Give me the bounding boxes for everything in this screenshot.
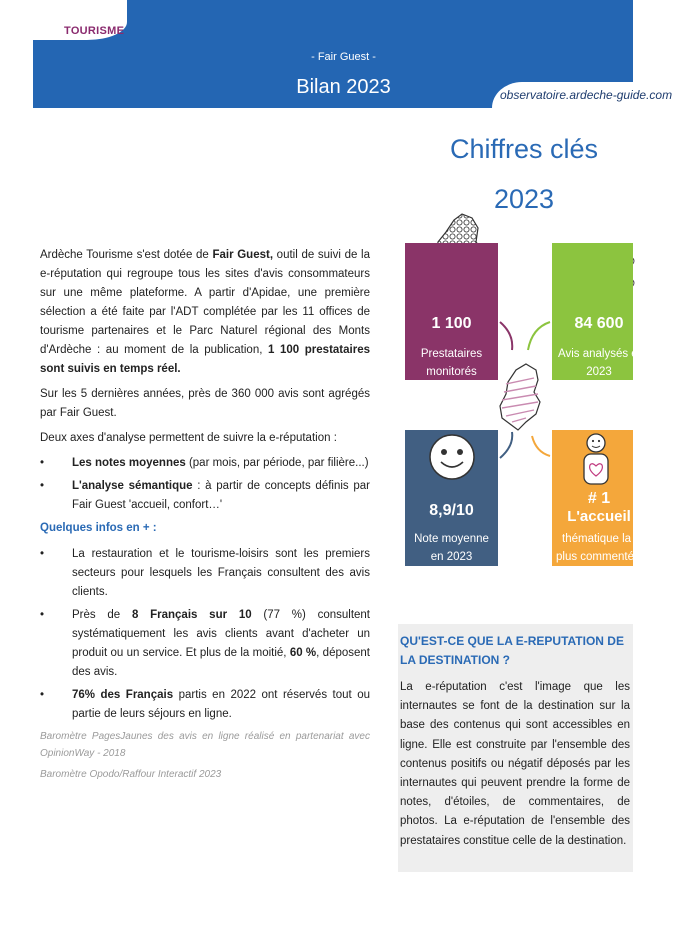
- stat-value: L'accueil: [567, 508, 631, 525]
- website-link[interactable]: observatoire.ardeche-guide.com: [500, 88, 673, 102]
- curved-arrow-icon: [498, 320, 554, 460]
- info-bold: 60 %: [289, 647, 317, 659]
- info-text: , déposent des avis.: [72, 647, 370, 678]
- info-text: (77 %) consultent systématiquement les avis clients avant d'acheter un produit ou un service. Et plus de la moitié,: [72, 609, 370, 659]
- key-figures-year: 2023: [493, 184, 555, 214]
- intro-text-2: outil de suivi de la e-réputation qui regroupe tous les sites d'avis consommateurs sur une même plateforme. A partir d'Apidae, une première sélection a été faite par l'ADT complétée par les 11 offices de tourisme partenaires et le Parc Naturel régional des Monts d'Ardèche : au moment de la publication,: [40, 249, 370, 356]
- info-text: partis en 2022 ont réservés tout ou partie de leurs séjours en ligne.: [72, 689, 370, 720]
- stat-label: thématique la: [562, 533, 632, 545]
- body-column: [40, 246, 370, 787]
- info-text: La restauration et le tourisme-loisirs sont les premiers secteurs pour lesquels les Français consultent des avis clients.: [72, 548, 370, 598]
- stat-label: 2023: [586, 366, 612, 378]
- intro-paragraph: [40, 246, 370, 379]
- axis-title: Les notes moyennes: [72, 457, 186, 469]
- list-item-info: • 76% des Français partis en 2022 ont réservés tout ou partie de leurs séjours en ligne.: [40, 689, 370, 720]
- list-item-axis: • L'analyse sémantique : à partir de concepts définis par Fair Guest 'accueil, confort…': [40, 480, 370, 511]
- stat-card-theme: [552, 430, 641, 566]
- stat-label: en 2023: [430, 551, 473, 563]
- stat-label: plus commentée: [556, 551, 641, 563]
- e-reputation-title: QU'EST-CE QUE LA E-REPUTATION DE LA DESTINATION ?: [400, 634, 624, 667]
- paragraph-reviews: Sur les 5 dernières années, près de 360 000 avis sont agrégés par Fair Guest.: [40, 388, 370, 419]
- stat-label: monitorés: [426, 366, 477, 378]
- info-text: Près de: [72, 609, 132, 621]
- intro-bold-2: 1 100 prestataires sont suivis en temps réel.: [40, 344, 370, 375]
- axis-text: : à partir de concepts définis par Fair Guest 'accueil, confort…': [72, 480, 370, 511]
- stat-label: Note moyenne: [414, 533, 489, 545]
- e-reputation-text: La e-réputation c'est l'image que les internautes se font de la destination sur la base des contenus qui sont accessibles en ligne. Elle est construite par l'ensemble des contenus positifs ou négatif déposés par les internautes qui peuvent prendre la forme de notes, d'étoiles, de commentaires, de photos. La e-réputation de l'ensemble des prestataires constitue celle de la destination.: [400, 681, 630, 847]
- list-item-axis: • Les notes moyennes (par mois, par période, par filière...): [40, 457, 369, 469]
- stat-card-providers: [405, 243, 498, 380]
- stat-value: 84 600: [574, 315, 624, 332]
- list-item-info: • La restauration et le tourisme-loisirs sont les premiers secteurs pour lesquels les Français consultent des avis clients.: [40, 548, 370, 598]
- stat-rank: # 1: [587, 490, 611, 507]
- smiley-face-icon: [427, 432, 477, 482]
- list-item-info: • Près de 8 Français sur 10 (77 %) consultent systématiquement les avis clients avant d'acheter un produit ou un service. Et plus de la moitié, 60 %, déposent des avis.: [40, 609, 370, 678]
- key-figures-title: Chiffres clés: [449, 134, 599, 164]
- intro-bold-1: Fair Guest,: [212, 249, 274, 261]
- stat-value: 1 100: [431, 315, 472, 332]
- info-bold: 8 Français sur 10: [131, 609, 252, 621]
- axis-text: (par mois, par période, par filière...): [185, 457, 369, 469]
- infos-heading: Quelques infos en + :: [40, 522, 157, 534]
- stat-value: 8,9/10: [429, 502, 474, 519]
- source-citation: Baromètre PagesJaunes des avis en ligne réalisé en partenariat avec OpinionWay - 2018: [40, 731, 370, 759]
- info-bold: 76% des Français: [72, 689, 174, 701]
- stat-card-rating: [405, 430, 498, 566]
- header-title: Bilan 2023: [296, 76, 391, 98]
- header-subtitle: - Fair Guest -: [311, 51, 376, 63]
- paragraph-axes: Deux axes d'analyse permettent de suivre la e-réputation :: [40, 432, 337, 444]
- intro-text-1: Ardèche Tourisme s'est dotée de: [40, 249, 213, 261]
- stat-label: Avis analysés en: [558, 348, 645, 360]
- logo-text: TOURISME: [64, 25, 125, 37]
- person-heart-icon: [576, 432, 616, 486]
- stat-card-reviews: [552, 243, 645, 380]
- source-citation: Baromètre Opodo/Raffour Interactif 2023: [40, 769, 222, 780]
- axis-title: L'analyse sémantique: [72, 480, 193, 492]
- stat-label: Prestataires: [420, 348, 483, 360]
